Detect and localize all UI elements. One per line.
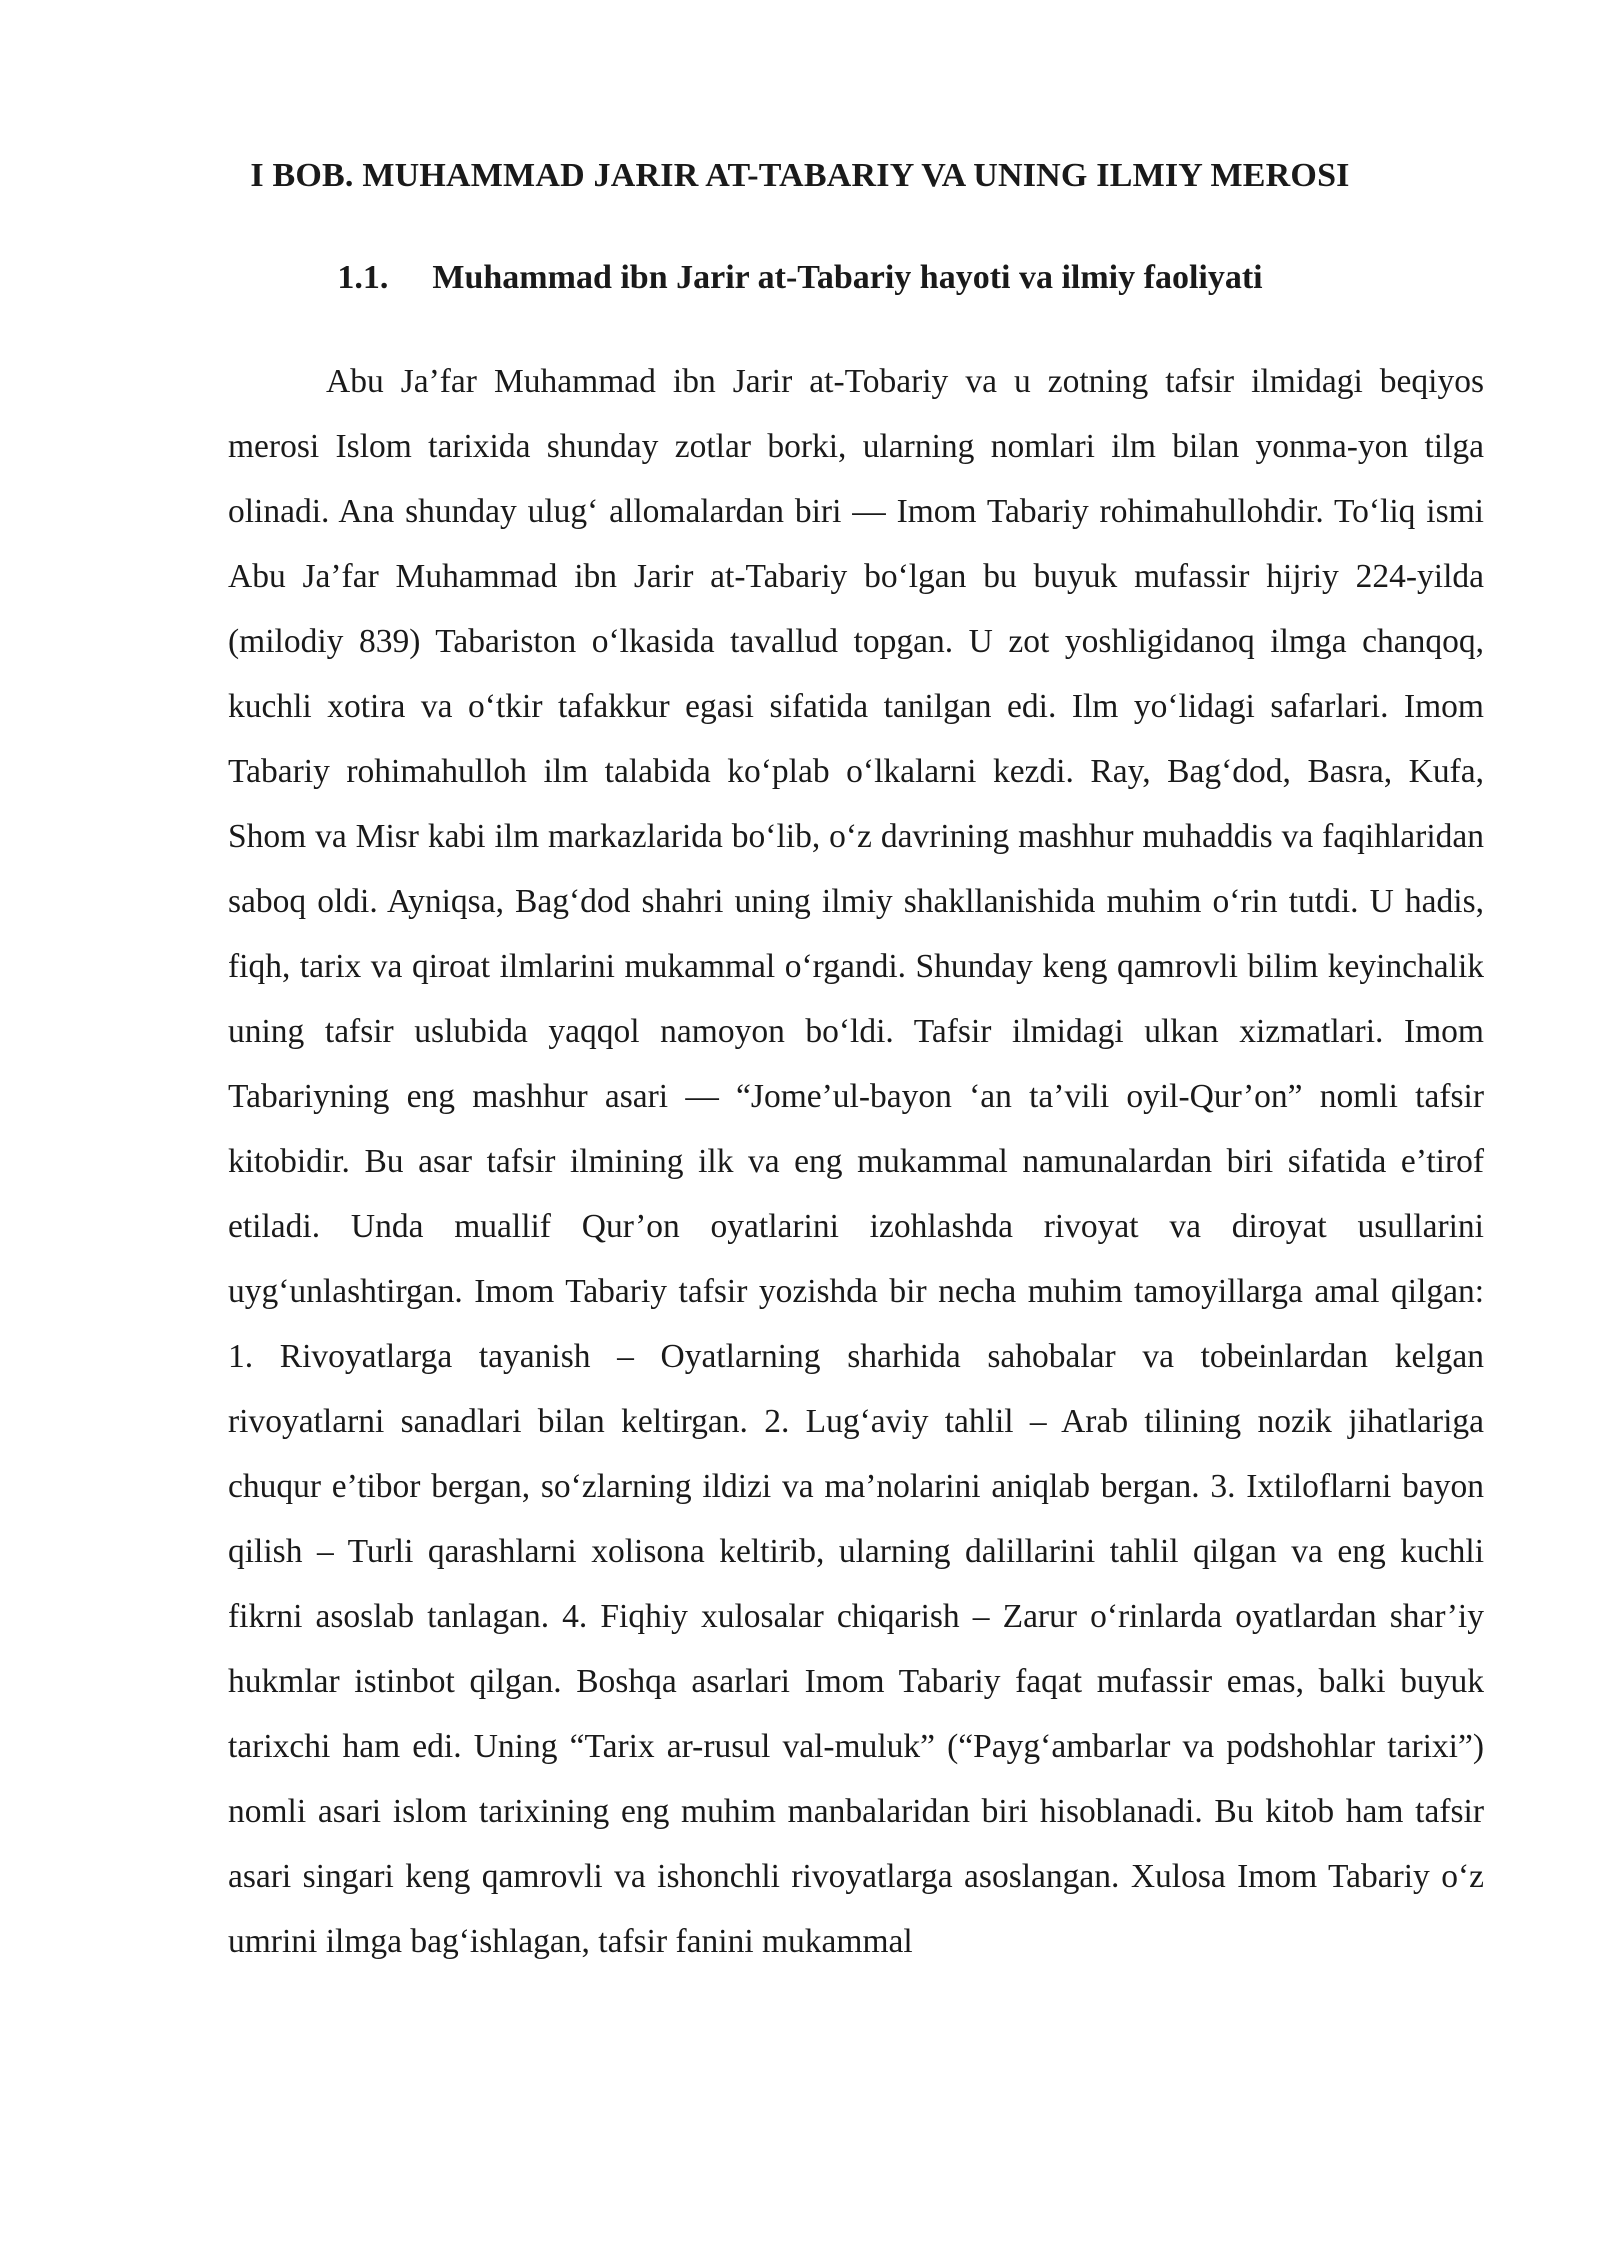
chapter-title: I BOB. MUHAMMAD JARIR AT-TABARIY VA UNING ILMIY MEROSI	[250, 157, 1350, 194]
body-paragraph: Abu Ja’far Muhammad ibn Jarir at-Tobariy va u zotning tafsir ilmidagi beqiyos merosi Islom tarixida shunday zotlar borki, ularning nomlari ilm bilan yonma-yon tilga olinadi. Ana shunday ulug‘ allomalardan biri — Imom Tabariy rohimahullohdir. To‘liq ismi Abu Ja’far Muhammad ibn Jarir at-Tabariy bo‘lgan bu buyuk mufassir hijriy 224-yilda (milodiy 839) Tabariston o‘lkasida tavallud topgan. U zot yoshligidanoq ilmga chanqoq, kuchli xotira va o‘tkir tafakkur egasi sifatida tanilgan edi. Ilm yo‘lidagi safarlari. Imom Tabariy rohimahulloh ilm talabida ko‘plab o‘lkalarni kezdi. Ray, Bag‘dod, Basra, Kufa, Shom va Misr kabi ilm markazlarida bo‘lib, o‘z davrining mashhur muhaddis va faqihlaridan saboq oldi. Ayniqsa, Bag‘dod shahri uning ilmiy shakllanishida muhim o‘rin tutdi. U hadis, fiqh, tarix va qiroat ilmlarini mukammal o‘rgandi. Shunday keng qamrovli bilim keyinchalik uning tafsir uslubida yaqqol namoyon bo‘ldi. Tafsir ilmidagi ulkan xizmatlari. Imom Tabariyning eng mashhur asari — “Jome’ul-bayon ‘an ta’vili oyil-Qur’on” nomli tafsir kitobidir. Bu asar tafsir ilmining ilk va eng mukammal namunalardan biri sifatida e’tirof etiladi. Unda muallif Qur’on oyatlarini izohlashda rivoyat va diroyat usullarini uyg‘unlashtirgan. Imom Tabariy tafsir yozishda bir necha muhim tamoyillarga amal qilgan: 1. Rivoyatlarga tayanish – Oyatlarning sharhida sahobalar va tobeinlardan kelgan rivoyatlarni sanadlari bilan keltirgan. 2. Lug‘aviy tahlil – Arab tilining nozik jihatlariga chuqur e’tibor bergan, so‘zlarning ildizi va ma’nolarini aniqlab bergan. 3. Ixtiloflarni bayon qilish – Turli qarashlarni xolisona keltirib, ularning dalillarini tahlil qilgan va eng kuchli fikrni asoslab tanlagan. 4. Fiqhiy xulosalar chiqarish – Zarur o‘rinlarda oyatlardan shar’iy hukmlar istinbot qilgan. Boshqa asarlari Imom Tabariy faqat mufassir emas, balki buyuk tarixchi ham edi. Uning “Tarix ar-rusul val-muluk” (“Payg‘ambarlar va podshohlar tarixi”) nomli asari islom tarixining eng muhim manbalaridan biri hisoblanadi. Bu kitob ham tafsir asari singari keng qamrovli va ishonchli rivoyatlarga asoslangan. Xulosa Imom Tabariy o‘z umrini ilmga bag‘ishlagan, tafsir fanini mukammal	[228, 363, 1484, 1960]
section-title: Muhammad ibn Jarir at-Tabariy hayoti va ilmiy faoliyati	[432, 259, 1263, 296]
section-heading	[0, 254, 1600, 302]
section-number: 1.1.	[337, 259, 389, 296]
